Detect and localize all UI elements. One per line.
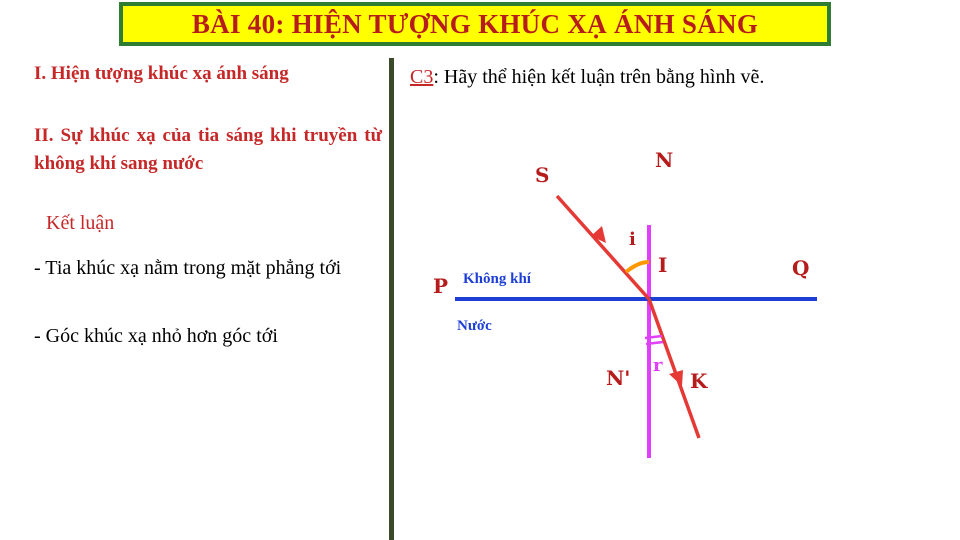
label-r: r — [653, 355, 663, 376]
label-S: S — [535, 163, 550, 187]
label-Q: Q — [792, 256, 810, 280]
incidence-angle-arc — [626, 262, 649, 272]
conclusion-bullet-2: - Góc khúc xạ nhỏ hơn góc tới — [34, 325, 278, 347]
label-i: i — [629, 229, 636, 250]
section-1-heading: I. Hiện tượng khúc xạ ánh sáng — [34, 63, 289, 84]
conclusion-heading: Kết luận — [46, 212, 115, 234]
label-I: I — [658, 253, 668, 277]
label-K: K — [690, 369, 708, 393]
conclusion-bullet-1: - Tia khúc xạ nằm trong mặt phẳng tới — [34, 257, 342, 279]
label-water: Nước — [457, 318, 492, 334]
page-title: BÀI 40: HIỆN TƯỢNG KHÚC XẠ ÁNH SÁNG — [191, 8, 759, 39]
label-air: Không khí — [463, 271, 531, 287]
label-P: P — [433, 274, 449, 298]
refracted-ray-arrow — [669, 370, 683, 386]
label-N-prime: N' — [606, 366, 631, 390]
question-text: : Hãy thể hiện kết luận trên bằng hình vẽ. — [433, 66, 765, 88]
question-label: C3 — [410, 66, 434, 88]
section-2-heading: II. Sự khúc xạ của tia sáng khi truyền từ không khí sang nước — [34, 125, 382, 174]
label-N: N — [655, 148, 674, 172]
